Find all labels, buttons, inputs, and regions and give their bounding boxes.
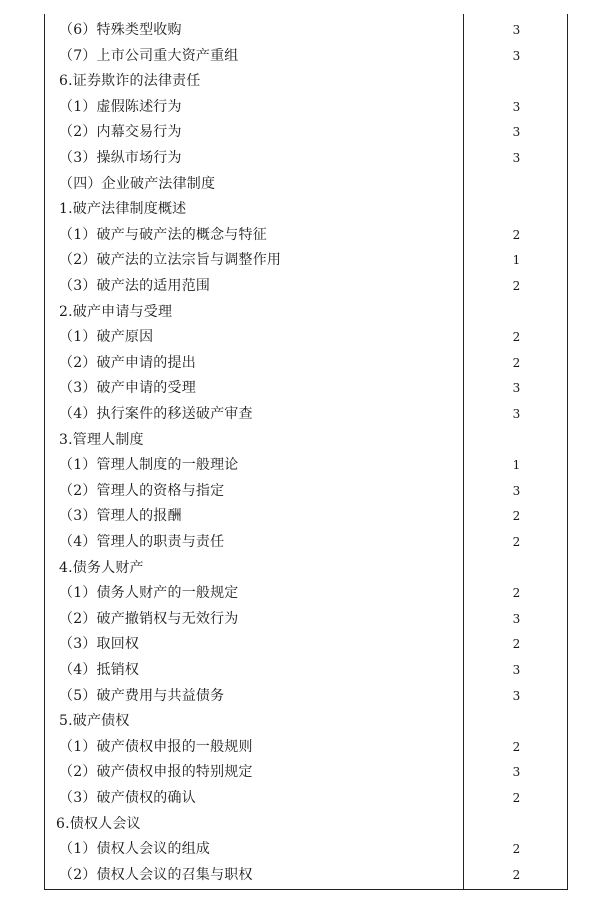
hours-cell bbox=[464, 428, 569, 454]
table-row bbox=[45, 95, 567, 121]
hours-cell bbox=[464, 812, 569, 838]
hours-cell: 1 bbox=[512, 458, 521, 473]
table-row bbox=[45, 172, 567, 198]
table-row bbox=[45, 402, 567, 428]
topic-cell: （1）虚假陈述行为 bbox=[59, 98, 182, 115]
topic-cell: （3）破产债权的确认 bbox=[59, 790, 196, 806]
table-row bbox=[45, 223, 567, 249]
topic-cell: （3）破产申请的受理 bbox=[59, 380, 196, 397]
table-row bbox=[45, 274, 567, 300]
table-row bbox=[45, 351, 567, 377]
table-row bbox=[45, 812, 567, 838]
table-row bbox=[45, 44, 567, 70]
table-row bbox=[45, 786, 567, 812]
hours-cell bbox=[464, 556, 569, 582]
hours-cell: 2 bbox=[512, 867, 521, 882]
topic-cell: （7）上市公司重大资产重组 bbox=[59, 47, 239, 64]
topic-cell: 6.证券欺诈的法律责任 bbox=[59, 73, 201, 90]
topic-cell: （3）管理人的报酬 bbox=[59, 508, 182, 525]
topic-cell: 3.管理人制度 bbox=[59, 431, 144, 448]
topic-cell: （4）管理人的职责与责任 bbox=[59, 534, 225, 550]
topic-cell: （3）操纵市场行为 bbox=[59, 150, 182, 166]
hours-cell bbox=[464, 172, 569, 198]
topic-cell: （4）执行案件的移送破产审查 bbox=[59, 406, 253, 422]
hours-cell: 1 bbox=[512, 253, 521, 268]
topic-cell: （5）破产费用与共益债务 bbox=[59, 687, 225, 704]
topic-cell: （3）破产法的适用范围 bbox=[59, 278, 211, 294]
table-row bbox=[45, 607, 567, 633]
hours-cell: 3 bbox=[512, 151, 521, 165]
hours-cell: 2 bbox=[512, 330, 521, 345]
topic-cell: （1）破产与破产法的概念与特征 bbox=[59, 226, 267, 243]
table-row bbox=[45, 658, 567, 684]
hours-cell bbox=[464, 69, 569, 95]
topic-cell: （1）破产原因 bbox=[59, 329, 154, 346]
topic-cell: （6）特殊类型收购 bbox=[59, 22, 182, 38]
hours-cell bbox=[464, 709, 569, 735]
table-row bbox=[45, 556, 567, 582]
hours-cell: 2 bbox=[512, 791, 521, 805]
hours-cell: 3 bbox=[512, 407, 521, 421]
hours-cell: 2 bbox=[512, 279, 521, 293]
hours-cell: 2 bbox=[512, 535, 521, 549]
topic-cell: （2）管理人的资格与指定 bbox=[59, 482, 225, 499]
hours-cell: 3 bbox=[512, 765, 521, 780]
hours-cell: 3 bbox=[512, 611, 521, 626]
table-row bbox=[45, 863, 567, 889]
hours-cell: 2 bbox=[512, 509, 521, 524]
topic-cell: （2）债权人会议的召集与职权 bbox=[59, 866, 253, 883]
table-row bbox=[45, 120, 567, 146]
table-row bbox=[45, 760, 567, 786]
hours-cell bbox=[464, 197, 569, 223]
topic-cell: （2）内幕交易行为 bbox=[59, 124, 182, 141]
topic-cell: （2）破产法的立法宗旨与调整作用 bbox=[59, 252, 282, 269]
topic-cell: （2）破产债权申报的特别规定 bbox=[59, 764, 253, 781]
hours-cell: 2 bbox=[512, 739, 521, 754]
table-row bbox=[45, 18, 567, 44]
table-row bbox=[45, 581, 567, 607]
topic-cell: （1）管理人制度的一般理论 bbox=[59, 457, 239, 474]
topic-cell: （1）破产债权申报的一般规则 bbox=[59, 738, 253, 755]
hours-cell: 2 bbox=[512, 842, 521, 857]
table-row bbox=[45, 504, 567, 530]
topic-cell: （4）抵销权 bbox=[59, 662, 140, 678]
hours-cell: 3 bbox=[512, 23, 521, 37]
topic-cell: 5.破产债权 bbox=[59, 713, 130, 730]
topic-cell: （1）债权人会议的组成 bbox=[59, 841, 211, 858]
topic-cell: （3）取回权 bbox=[59, 636, 140, 653]
table-row bbox=[45, 69, 567, 95]
hours-cell: 3 bbox=[512, 688, 521, 703]
topic-cell: 1.破产法律制度概述 bbox=[59, 201, 187, 218]
topic-cell: （2）破产申请的提出 bbox=[59, 354, 196, 371]
hours-cell: 2 bbox=[512, 355, 521, 370]
table-row bbox=[45, 632, 567, 658]
topic-cell: （四）企业破产法律制度 bbox=[59, 175, 216, 192]
table-row bbox=[45, 146, 567, 172]
table-row bbox=[45, 376, 567, 402]
hours-cell: 2 bbox=[512, 227, 521, 242]
hours-cell bbox=[464, 300, 569, 326]
table-row bbox=[45, 248, 567, 274]
table-row bbox=[45, 453, 567, 479]
table-row bbox=[45, 197, 567, 223]
hours-cell: 3 bbox=[512, 663, 521, 677]
hours-cell: 3 bbox=[512, 125, 521, 140]
hours-cell: 2 bbox=[512, 586, 521, 601]
topic-cell: （1）债务人财产的一般规定 bbox=[59, 585, 239, 602]
table-row bbox=[45, 684, 567, 710]
hours-cell: 3 bbox=[512, 99, 521, 114]
hours-cell: 3 bbox=[512, 483, 521, 498]
topic-cell: （2）破产撤销权与无效行为 bbox=[59, 610, 239, 627]
table-row bbox=[45, 300, 567, 326]
hours-cell: 3 bbox=[512, 48, 521, 63]
table-row bbox=[45, 479, 567, 505]
table-row bbox=[45, 530, 567, 556]
syllabus-table bbox=[44, 14, 568, 890]
hours-cell: 3 bbox=[512, 381, 521, 396]
table-row bbox=[45, 837, 567, 863]
hours-cell: 2 bbox=[512, 637, 521, 652]
table-row bbox=[45, 428, 567, 454]
table-row bbox=[45, 735, 567, 761]
topic-cell: 6.债权人会议 bbox=[56, 815, 141, 832]
topic-cell: 2.破产申请与受理 bbox=[59, 303, 173, 320]
table-row bbox=[45, 709, 567, 735]
topic-cell: 4.债务人财产 bbox=[59, 559, 144, 576]
table-row bbox=[45, 325, 567, 351]
